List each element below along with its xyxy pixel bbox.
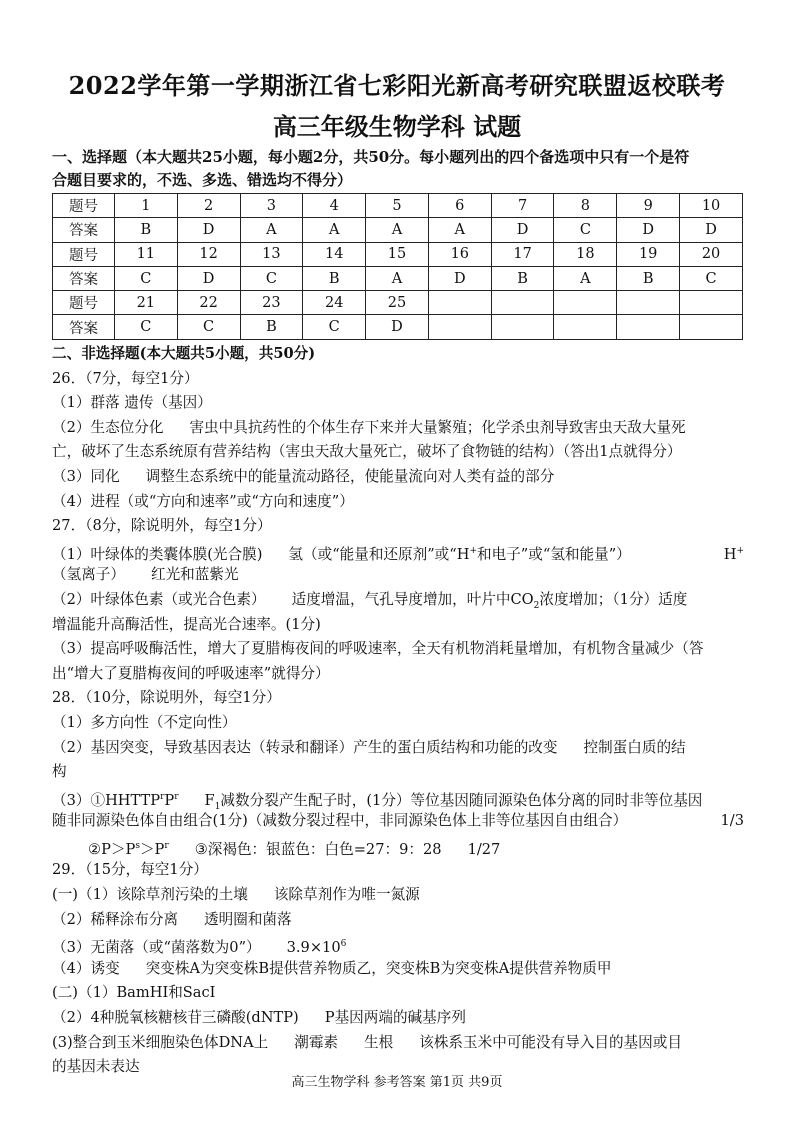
q29-heading: 29．（15分，每空1分）	[52, 861, 208, 879]
q27-heading: 27．（8分，除说明外，每空1分）	[52, 517, 272, 535]
answer-cell: A	[240, 218, 303, 242]
question-number-cell: 22	[177, 291, 240, 315]
answer-table-row-num	[53, 194, 743, 218]
q29-line3: （3）无菌落（或“菌落数为0”） $3.9\times 10^6$	[52, 939, 347, 957]
q28-l6b: ＞P	[139, 840, 165, 858]
q27-l3a: （2）叶绿体色素（或光合色素）	[52, 590, 266, 608]
q29-l3b: 3.9×10	[286, 939, 341, 957]
q29-line6	[52, 1006, 744, 1031]
question-number-cell: 16	[428, 242, 491, 266]
question-number-cell: 18	[554, 242, 617, 266]
question-number-cell	[491, 291, 554, 315]
q29-l6b: P基因两端的碱基序列	[324, 1009, 466, 1027]
section1-line1: 一、选择题（本大题共25小题，每小题2分，共50分。每小题列出的四个备选项中只有一个是符	[52, 148, 690, 166]
question-number-cell: 24	[303, 291, 366, 315]
answer-cell: D	[680, 218, 743, 242]
q26-line2	[52, 416, 744, 441]
answer-cell: C	[114, 315, 177, 339]
q27-l1b: 氢（或“能量和还原剂”或“H	[288, 545, 470, 563]
answer-table-row-ans	[53, 266, 743, 290]
answer-cell: A	[428, 218, 491, 242]
question-number-cell	[428, 291, 491, 315]
question-number-cell: 25	[366, 291, 429, 315]
question-number-cell: 4	[303, 194, 366, 218]
q26-line1: （1）群落 遗传（基因）	[52, 394, 212, 412]
answer-cell: C	[554, 218, 617, 242]
q27-l1d: H	[723, 545, 737, 563]
question-number-cell: 10	[680, 194, 743, 218]
q28-l6c: ③深褐色：银蓝色：白色=27：9：28	[194, 840, 442, 858]
q28-line6: $②P>P^s>P^r$ ③深褐色：银蓝色：白色=27：9：28 1/27	[88, 840, 501, 858]
q28-line5	[52, 809, 744, 834]
answer-cell: B	[617, 266, 680, 290]
q29-line8: 的基因未表达	[52, 1058, 140, 1076]
answer-cell	[617, 315, 680, 339]
question-number-cell: 21	[114, 291, 177, 315]
answer-cell: D	[428, 266, 491, 290]
answer-table-row-header: 答案	[53, 218, 115, 242]
q27-l1a: （1）叶绿体的类囊体膜(光合膜)	[52, 545, 263, 563]
section2-heading: 二、非选择题(本大题共5小题，共50分)	[52, 345, 316, 362]
q27-l3c: 浓度增加；（1分）适度	[539, 590, 688, 608]
document-title-line1: 2022学年第一学期浙江省七彩阳光新高考研究联盟返校联考	[68, 71, 726, 100]
q28-l2a: （2）基因突变，导致基因表达（转录和翻译）产生的蛋白质结构和功能的改变	[52, 738, 558, 756]
answer-table-row-ans	[53, 218, 743, 242]
question-number-cell: 12	[177, 242, 240, 266]
q29-line4	[52, 957, 744, 982]
q28-line3: 构	[52, 763, 67, 781]
question-number-cell: 7	[491, 194, 554, 218]
q26-heading: 26．（7分，每空1分）	[52, 369, 199, 387]
question-number-cell: 9	[617, 194, 680, 218]
answer-table-row-ans	[53, 315, 743, 339]
answer-cell: A	[303, 218, 366, 242]
q28-l4d: 减数分裂产生配子时，(1分）等位基因随同源染色体分离的同时非等位基因	[220, 791, 703, 809]
q27-l2a: （氢离子）	[52, 566, 125, 584]
q29-l2a: （2）稀释涂布分离	[52, 910, 179, 928]
section1-instructions	[52, 146, 744, 192]
question-number-cell: 17	[491, 242, 554, 266]
answer-cell	[491, 315, 554, 339]
answer-cell: D	[491, 218, 554, 242]
answer-cell	[554, 315, 617, 339]
q29-l7a: (3)整合到玉米细胞染色体DNA上	[52, 1033, 269, 1051]
q29-l6a: （2）4种脱氧核糖核苷三磷酸(dNTP)	[52, 1009, 299, 1027]
q26-l4b: 调整生态系统中的能量流动路径，使能量流向对人类有益的部分	[145, 467, 555, 485]
q28-l4c: F	[204, 791, 215, 809]
document-title-line2: 高三年级生物学科 试题	[272, 112, 522, 141]
q26-line3: 亡，破坏了生态系统原有营养结构（害虫天敌大量死亡，破坏了食物链的结构）（答出1点就得分）	[52, 443, 682, 461]
q28-l2b: 控制蛋白质的结	[583, 738, 686, 756]
q27-line4: 增温能升高酶活性，提高光合速率。(1分)	[52, 615, 321, 633]
q29-l4a: （4）诱变	[52, 959, 120, 977]
answer-cell: B	[114, 218, 177, 242]
q27-line3: （2）叶绿体色素（或光合色素） 适度增温，气孔导度增加，叶片中$CO_2$浓度增加；（1分）适度	[52, 590, 688, 611]
question-number-cell: 6	[428, 194, 491, 218]
q29-l4b: 突变株A为突变株B提供营养物质乙，突变株B为突变株A提供营养物质甲	[145, 959, 612, 977]
q26-line5: （4）进程（或“方向和速率”或“方向和速度”）	[52, 492, 354, 510]
q28-line2	[52, 736, 744, 761]
q29-l7c: 生根	[364, 1033, 394, 1051]
answer-cell: D	[617, 218, 680, 242]
answer-cell: C	[114, 266, 177, 290]
q29-line2	[52, 908, 744, 933]
q28-l5a: 随非同源染色体自由组合(1分)（减数分裂过程中，非同源染色体上非等位基因自由组合）	[52, 812, 628, 830]
answer-cell	[680, 315, 743, 339]
question-number-cell	[617, 291, 680, 315]
question-number-cell: 20	[680, 242, 743, 266]
answer-cell: B	[491, 266, 554, 290]
answer-cell: C	[303, 315, 366, 339]
question-number-cell: 3	[240, 194, 303, 218]
q26-l2a: （2）生态位分化	[52, 418, 164, 436]
answer-table-row-num	[53, 291, 743, 315]
q29-l1b: 该除草剂作为唯一氮源	[273, 886, 420, 904]
q27-line1: （1）叶绿体的类囊体膜(光合膜) 氢（或“能量和还原剂”或“H+和电子”或“氢和能量”） H+	[52, 545, 744, 563]
answer-cell: B	[303, 266, 366, 290]
q29-l3a: （3）无菌落（或“菌落数为0”）	[52, 939, 261, 957]
q28-l6a: ②P＞P	[88, 840, 136, 858]
q28-l5b: 1/3	[720, 812, 744, 830]
answer-cell: D	[177, 218, 240, 242]
q29-line7	[52, 1031, 744, 1056]
answer-cell: C	[177, 315, 240, 339]
question-number-cell	[680, 291, 743, 315]
page-footer: 高三生物学科 参考答案 第1页 共9页	[291, 1075, 503, 1090]
answer-table	[52, 193, 743, 340]
q26-l2b: 害虫中具抗药性的个体生存下来并大量繁殖；化学杀虫剂导致害虫天敌大量死	[189, 418, 686, 436]
answer-table-row-header: 题号	[53, 291, 115, 315]
q29-l2b: 透明圈和菌落	[204, 910, 292, 928]
answer-table-row-num	[53, 242, 743, 266]
answer-table-row-header: 题号	[53, 194, 115, 218]
question-number-cell: 13	[240, 242, 303, 266]
question-number-cell	[554, 291, 617, 315]
q28-l6d: 1/27	[467, 840, 501, 858]
answer-cell: D	[366, 315, 429, 339]
q28-line4: $(3)①HHTTP^rP^r$ $F_1$减数分裂产生配子时，(1分）等位基因随同源染色体分离的同时非等位基因	[52, 791, 703, 810]
q27-l2b: 红光和蓝紫光	[150, 566, 239, 584]
q27-line2	[52, 563, 744, 588]
q27-l3b: 适度增温，气孔导度增加，叶片中CO	[291, 590, 534, 608]
q26-line4	[52, 465, 744, 490]
answer-cell: A	[366, 266, 429, 290]
question-number-cell: 2	[177, 194, 240, 218]
q26-l4a: （3）同化	[52, 467, 120, 485]
question-number-cell: 19	[617, 242, 680, 266]
q27-line6: 出“增大了夏腊梅夜间的呼吸速率”就得分）	[52, 664, 330, 682]
answer-cell: B	[240, 315, 303, 339]
q28-l4b: P	[164, 791, 175, 809]
question-number-cell: 15	[366, 242, 429, 266]
question-number-cell: 14	[303, 242, 366, 266]
q29-l7d: 该株系玉米中可能没有导入目的基因或目	[419, 1033, 682, 1051]
q29-l1a: (一)（1）该除草剂污染的土壤	[52, 886, 248, 904]
answer-cell: C	[680, 266, 743, 290]
question-number-cell: 8	[554, 194, 617, 218]
answer-cell: C	[240, 266, 303, 290]
answer-table-row-header: 题号	[53, 242, 115, 266]
question-number-cell: 5	[366, 194, 429, 218]
q27-line5: （3）提高呼吸酶活性，增大了夏腊梅夜间的呼吸速率，全天有机物消耗量增加，有机物含量减少（答	[52, 640, 704, 658]
q29-l7b: 潮霉素	[294, 1033, 339, 1051]
q29-line1	[52, 883, 744, 908]
answer-table-row-header: 答案	[53, 266, 115, 290]
answer-cell	[428, 315, 491, 339]
q27-l1c: 和电子”或“氢和能量”）	[477, 545, 631, 563]
question-number-cell: 23	[240, 291, 303, 315]
question-number-cell: 1	[114, 194, 177, 218]
answer-table-row-header: 答案	[53, 315, 115, 339]
q28-line1: （1）多方向性（不定向性）	[52, 713, 237, 731]
question-number-cell: 11	[114, 242, 177, 266]
section1-line2: 合题目要求的，不选、多选、错选均不得分）	[52, 171, 353, 189]
q28-heading: 28．（10分，除说明外，每空1分）	[52, 689, 281, 707]
answer-cell: D	[177, 266, 240, 290]
non-choice-answers	[52, 342, 744, 1080]
q29-line5: (二)（1）BamHI和SacI	[52, 984, 216, 1002]
answer-cell: A	[366, 218, 429, 242]
q28-l4a: （3）①HHTTP	[52, 791, 161, 809]
answer-cell: A	[554, 266, 617, 290]
